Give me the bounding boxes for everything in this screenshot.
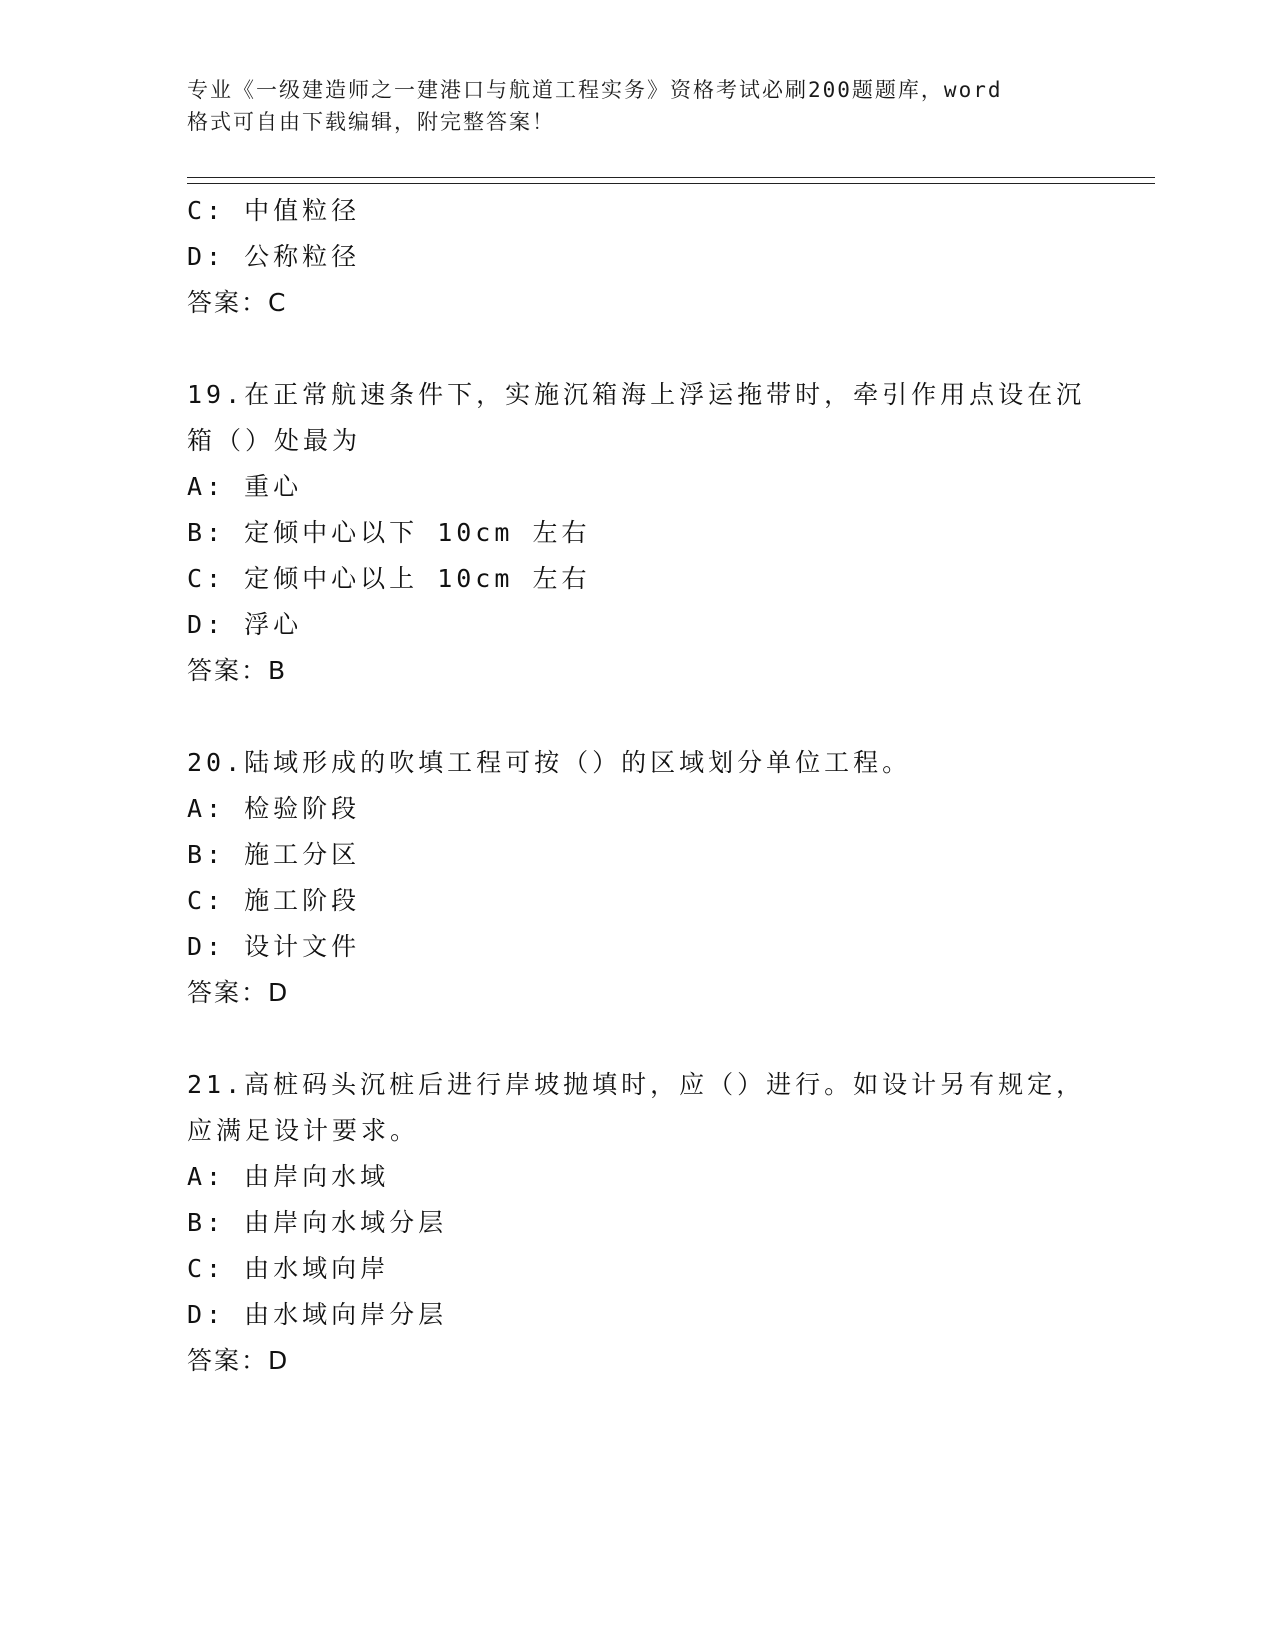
option-d: D: 由水域向岸分层 [187, 1300, 448, 1329]
answer: 答案：B [187, 656, 288, 685]
option-b: B: 定倾中心以下 10cm 左右 [187, 518, 591, 547]
header-line-2: 格式可自由下载编辑，附完整答案！ [187, 110, 555, 134]
option-b: B: 施工分区 [187, 840, 361, 869]
option-b: B: 由岸向水域分层 [187, 1208, 448, 1237]
option-c: C: 由水域向岸 [187, 1254, 390, 1283]
option-a: A: 检验阶段 [187, 794, 361, 823]
document-header [187, 74, 1067, 138]
header-line-1: 专业《一级建造师之一建港口与航道工程实务》资格考试必刷200题题库，word [187, 78, 1003, 102]
question-21 [187, 1062, 1147, 1384]
option-a: A: 由岸向水域 [187, 1162, 390, 1191]
option-d: D: 设计文件 [187, 932, 361, 961]
question-text-line-2: 箱（）处最为 [187, 426, 362, 455]
spacer [187, 326, 1147, 372]
question-text-line-1: 20.陆域形成的吹填工程可按（）的区域划分单位工程。 [187, 748, 912, 777]
option-a: A: 重心 [187, 472, 303, 501]
question-text-line-1: 19.在正常航速条件下，实施沉箱海上浮运拖带时，牵引作用点设在沉 [187, 380, 1086, 409]
prev-answer: 答案：C [187, 288, 288, 317]
question-content [187, 188, 1147, 1384]
answer: 答案：D [187, 1346, 290, 1375]
question-20 [187, 740, 1147, 1016]
header-divider-bottom [187, 183, 1155, 184]
question-text-line-1: 21.高桩码头沉桩后进行岸坡抛填时，应（）进行。如设计另有规定， [187, 1070, 1086, 1099]
header-divider-top [187, 177, 1155, 178]
answer: 答案：D [187, 978, 290, 1007]
prev-option-c: C: 中值粒径 [187, 196, 361, 225]
option-c: C: 施工阶段 [187, 886, 361, 915]
question-19 [187, 372, 1147, 694]
option-c: C: 定倾中心以上 10cm 左右 [187, 564, 591, 593]
option-d: D: 浮心 [187, 610, 303, 639]
prev-option-d: D: 公称粒径 [187, 242, 361, 271]
spacer [187, 694, 1147, 740]
question-text-line-2: 应满足设计要求。 [187, 1116, 420, 1145]
spacer [187, 1016, 1147, 1062]
